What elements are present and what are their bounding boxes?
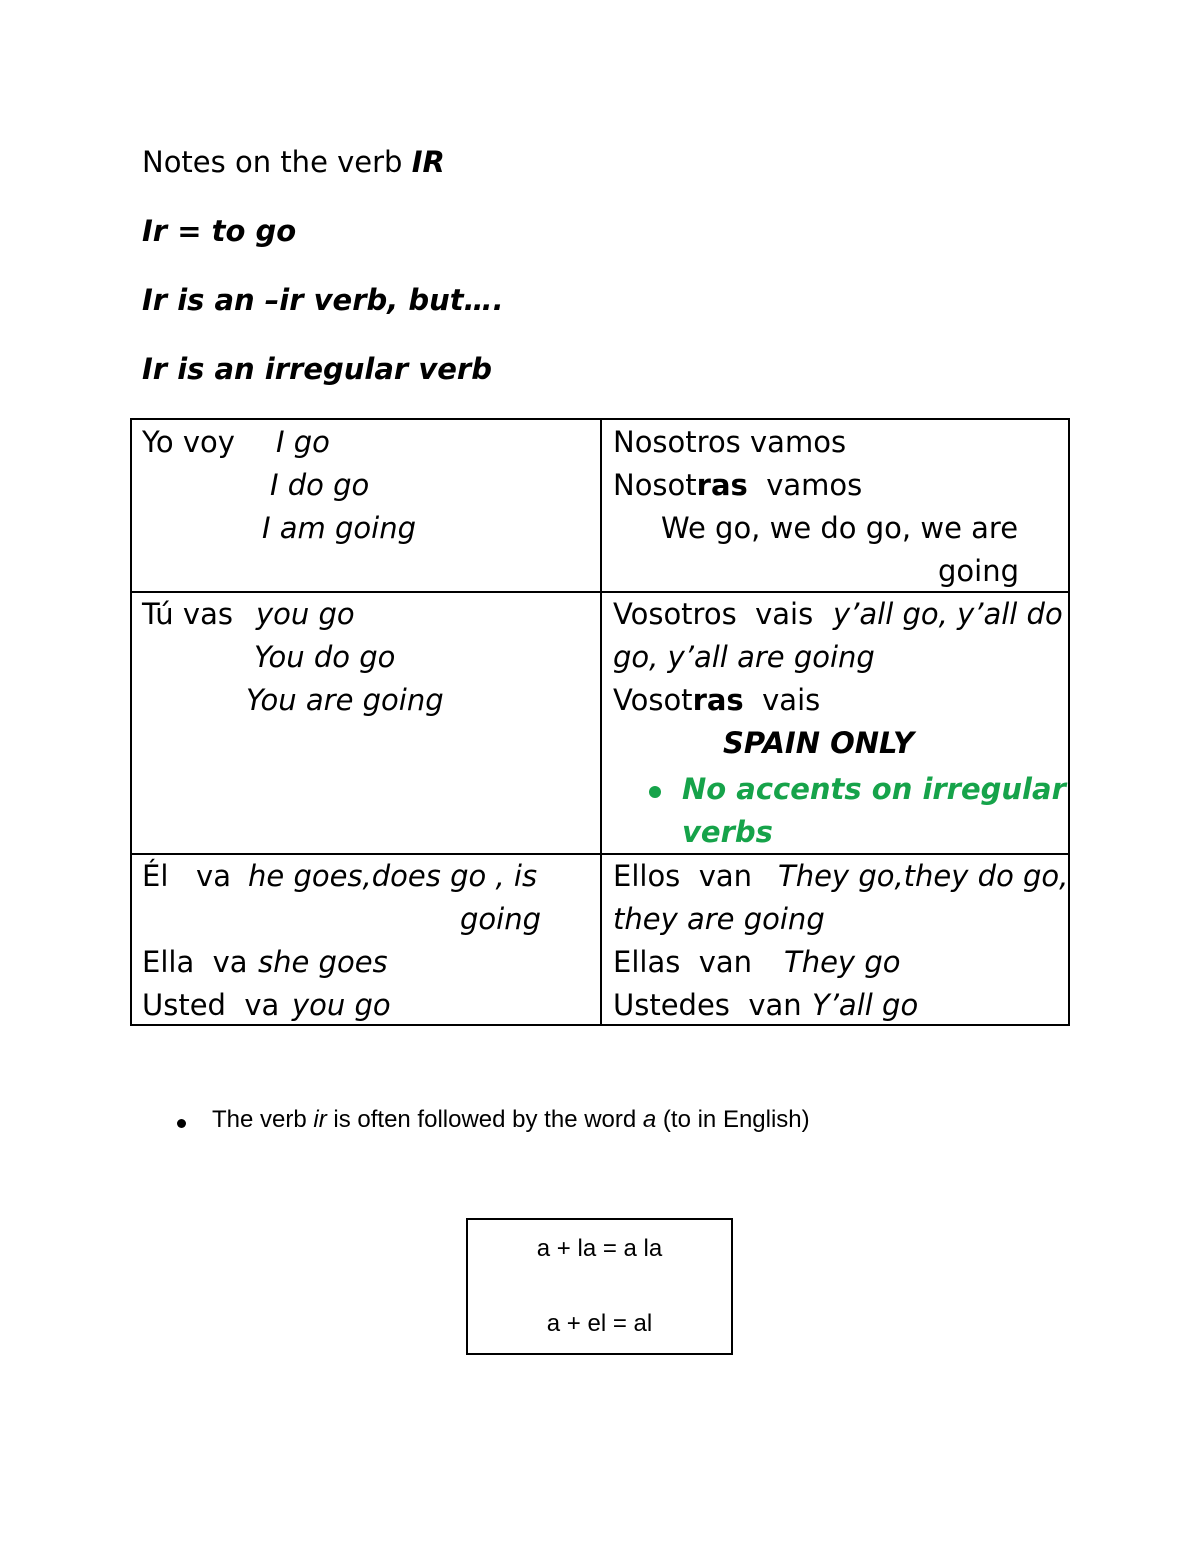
nosotras-line <box>613 468 862 502</box>
el-meaning-2: going <box>460 902 541 936</box>
ustedes-subject: Ustedes van <box>613 988 802 1022</box>
note-a: a <box>642 1106 657 1133</box>
ellos-meaning-2: they are going <box>613 902 825 936</box>
tu-subject: Tú vas <box>142 597 233 631</box>
usted-subject: Usted va <box>142 988 280 1022</box>
note-text <box>212 1106 810 1134</box>
vosotras-c: vais <box>743 683 821 717</box>
page-title <box>142 145 445 179</box>
spain-only-label: SPAIN ONLY <box>723 726 914 760</box>
vosotras-a: Vosot <box>613 683 693 717</box>
ellos-meaning-1: They go,they do go, <box>778 859 1069 893</box>
ellas-meaning: They go <box>784 945 901 979</box>
irregular-line: Ir is an irregular verb <box>142 352 492 386</box>
tu-meaning-2: You do go <box>254 640 396 674</box>
ella-meaning: she goes <box>258 945 388 979</box>
nosotras-ending: ras <box>696 468 748 502</box>
tu-meaning-3: You are going <box>246 683 444 717</box>
ella-subject: Ella va <box>142 945 248 979</box>
ellos-subject: Ellos van <box>613 859 753 893</box>
el-meaning-1: he goes,does go , is <box>248 859 538 893</box>
accent-note-line-1: No accents on irregular <box>682 772 1066 806</box>
nosotros-meaning-1: We go, we do go, we are <box>661 511 1019 545</box>
vosotros-meaning-1: y’all go, y’all do <box>833 597 1063 631</box>
ustedes-meaning: Y’all go <box>812 988 919 1022</box>
nosotros-line-1: Nosotros vamos <box>613 425 847 459</box>
note-part-3: (to in English) <box>656 1106 810 1133</box>
note-part-2: is often followed by the word <box>326 1106 643 1133</box>
yo-meaning-1: I go <box>276 425 330 459</box>
note-ir: ir <box>313 1106 327 1133</box>
contraction-a-la: a + la = a la <box>536 1235 663 1262</box>
title-verb: IR <box>411 145 445 179</box>
definition-line: Ir = to go <box>142 214 297 248</box>
note-bullet-icon <box>177 1119 186 1128</box>
vosotros-meaning-2: go, y’all are going <box>613 640 875 674</box>
contractions-box <box>466 1218 733 1355</box>
usted-meaning: you go <box>292 988 391 1022</box>
ir-verb-line: Ir is an –ir verb, but…. <box>142 283 504 317</box>
el-subject: Él va <box>142 859 231 893</box>
contraction-al: a + el = al <box>546 1310 653 1337</box>
nosotros-meaning-2: going <box>938 554 1019 588</box>
yo-meaning-3: I am going <box>262 511 417 545</box>
yo-meaning-2: I do go <box>270 468 370 502</box>
table-divider-vertical <box>600 420 602 1024</box>
bullet-dot-icon <box>649 786 661 798</box>
nosotras-a: Nosot <box>613 468 697 502</box>
table-divider-row1 <box>132 591 1068 593</box>
vosotras-line <box>613 683 820 717</box>
title-prefix: Notes on the verb <box>142 145 412 179</box>
yo-subject: Yo voy <box>142 425 235 459</box>
ellas-subject: Ellas van <box>613 945 753 979</box>
accent-note-line-2: verbs <box>682 815 773 849</box>
tu-meaning-1: you go <box>256 597 355 631</box>
table-divider-row2 <box>132 853 1068 855</box>
vosotros-subject: Vosotros vais <box>613 597 814 631</box>
nosotras-c: vamos <box>747 468 863 502</box>
conjugation-table <box>130 418 1070 1026</box>
note-part-1: The verb <box>212 1106 314 1133</box>
vosotras-ending: ras <box>692 683 744 717</box>
